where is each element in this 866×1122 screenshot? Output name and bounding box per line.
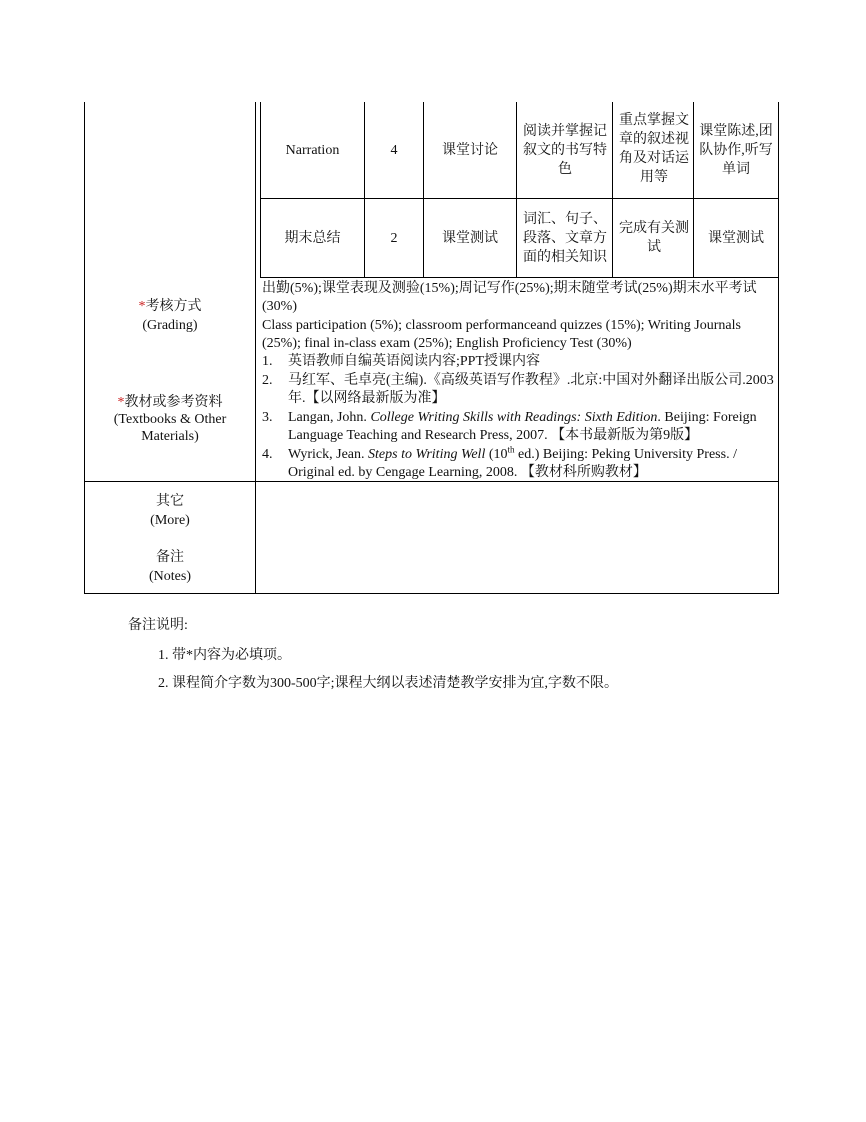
schedule-col-divider bbox=[693, 102, 694, 278]
more-label: 其它 (More) bbox=[150, 494, 190, 528]
textbook-item: 1. 英语教师自编英语阅读内容;PPT授课内容 bbox=[262, 354, 541, 369]
grading-label: *考核方式 (Grading) bbox=[138, 299, 202, 333]
table-border-right bbox=[778, 102, 779, 594]
label-column-divider bbox=[255, 102, 256, 594]
content-cell: 词汇、句子、段落、文章方面的相关知识 bbox=[523, 211, 607, 265]
table-border-left bbox=[84, 102, 85, 594]
textbook-item: 2. 马红军、毛卓亮(主编).《高级英语写作教程》.北京:中国对外翻译出版公司.2003年.【以网络最新版为准】 bbox=[262, 373, 774, 406]
hours-cell: 4 bbox=[390, 142, 398, 158]
activity-cell: 课堂测试 bbox=[708, 230, 764, 246]
footnote-item: 1. 带*内容为必填项。 bbox=[158, 648, 291, 663]
textbook-item: 4. Wyrick, Jean. Steps to Writing Well (10th ed.) Beijing: Peking University Press. / Original ed. by Cengage Learning, 2008. 【教材科所购教材】 bbox=[262, 444, 737, 480]
grading-text-cn: 出勤(5%);课堂表现及测验(15%);周记写作(25%);期末随堂考试(25%)期末水平考试(30%) bbox=[262, 281, 757, 314]
activity-cell: 课堂陈述,团队协作,听写单词 bbox=[699, 123, 773, 177]
schedule-col-divider bbox=[612, 102, 613, 278]
table-border-bottom bbox=[84, 593, 779, 594]
notes-label: 备注 (Notes) bbox=[149, 550, 191, 584]
topic-cell: Narration bbox=[285, 142, 340, 158]
focus-cell: 完成有关测试 bbox=[619, 221, 689, 255]
schedule-bottom bbox=[260, 277, 778, 278]
grading-text-en: Class participation (5%); classroom performanceand quizzes (15%); Writing Journals (25%); final in-class exam (25%); English Proficiency Test (30%) bbox=[262, 318, 741, 351]
schedule-col-divider bbox=[516, 102, 517, 278]
focus-cell: 重点掌握文章的叙述视角及对话运用等 bbox=[619, 113, 689, 185]
method-cell: 课堂讨论 bbox=[442, 142, 498, 158]
content-cell: 阅读并掌握记叙文的书写特色 bbox=[523, 123, 607, 177]
textbook-item: 3. Langan, John. College Writing Skills with Readings: Sixth Edition. Beijing: Foreign Language Teaching and Research Press, 2007. 【本书最新版为第9版】 bbox=[262, 410, 757, 443]
footnote-item: 2. 课程简介字数为300-500字;课程大纲以表述清楚教学安排为宜,字数不限。 bbox=[158, 676, 619, 691]
method-cell: 课堂测试 bbox=[442, 230, 498, 246]
footnote-heading: 备注说明: bbox=[128, 618, 188, 633]
textbooks-label: *教材或参考资料 (Textbooks & Other Materials) bbox=[113, 394, 227, 444]
topic-cell: 期末总结 bbox=[284, 230, 341, 246]
hours-cell: 2 bbox=[390, 230, 398, 246]
